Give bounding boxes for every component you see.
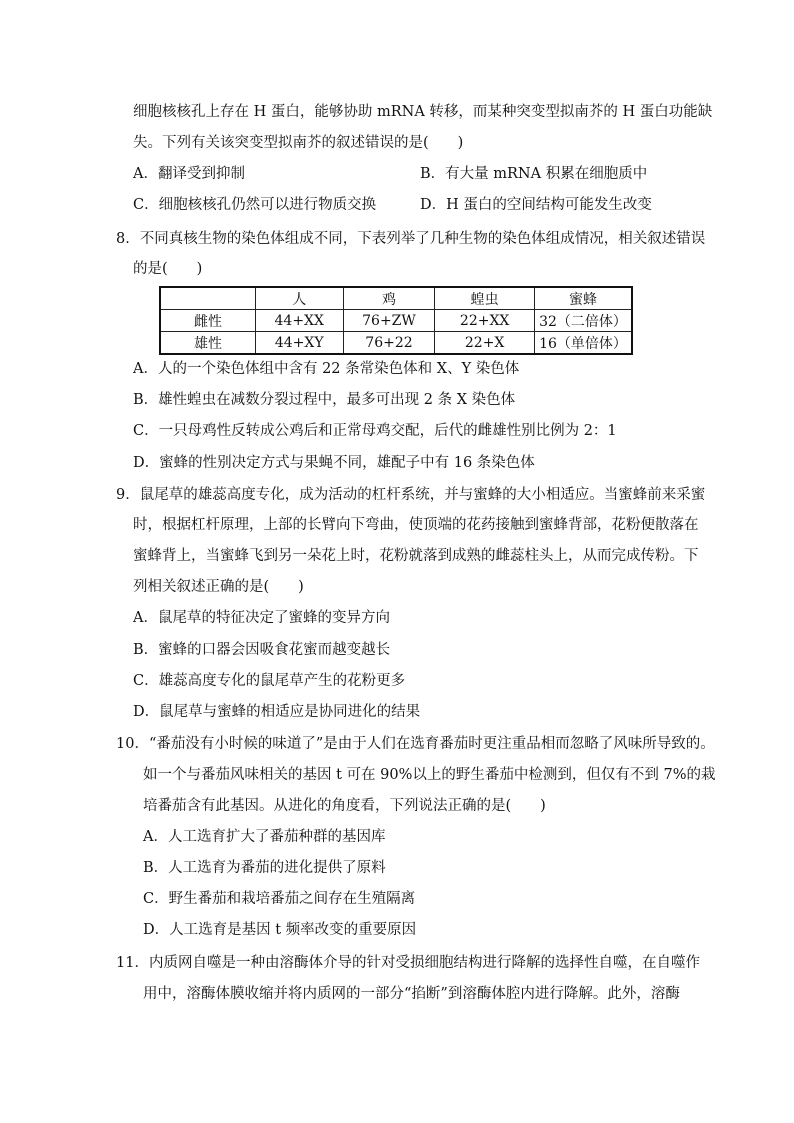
table-cell: 44+XX [255, 310, 343, 332]
q10-stem-line-3: 培番茄含有此基因。从进化的角度看，下列说法正确的是( ) [143, 798, 546, 814]
table-header-cell: 蝗虫 [435, 287, 535, 310]
q10-option-b: B．人工选育为番茄的进化提供了原料 [143, 860, 386, 876]
q8-option-a: A．人的一个染色体组中含有 22 条常染色体和 X、Y 染色体 [133, 361, 520, 377]
q10-stem-line-1: 10．“番茄没有小时候的味道了”是由于人们在选育番茄时更注重品相而忽略了风味所导致的。 [116, 736, 715, 752]
q10-option-c: C．野生番茄和栽培番茄之间存在生殖隔离 [143, 891, 416, 907]
table-cell: 雌性 [160, 310, 255, 332]
q8-option-b: B．雄性蝗虫在减数分裂过程中，最多可出现 2 条 X 染色体 [133, 392, 516, 408]
q9-stem-line-1: 9．鼠尾草的雄蕊高度专化，成为活动的杠杆系统，并与蜜蜂的大小相适应。当蜜蜂前来采蜜 [116, 487, 706, 503]
q11-stem-line-2: 用中，溶酶体膜收缩并将内质网的一部分“掐断”到溶酶体腔内进行降解。此外，溶酶 [143, 986, 680, 1002]
q8-stem-line-1: 8．不同真核生物的染色体组成不同，下表列举了几种生物的染色体组成情况，相关叙述错误 [116, 231, 706, 247]
table-header-cell: 鸡 [343, 287, 435, 310]
table-header-cell: 蜜蜂 [534, 287, 632, 310]
table-header-cell [160, 287, 255, 310]
table-header-cell: 人 [255, 287, 343, 310]
q9-stem-line-3: 蜜蜂背上，当蜜蜂飞到另一朵花上时，花粉就落到成熟的雌蕊柱头上，从而完成传粉。下 [133, 548, 699, 564]
table-cell: 76+ZW [343, 310, 435, 332]
table-row [160, 310, 632, 332]
q10-option-d: D．人工选育是基因 t 频率改变的重要原因 [143, 922, 417, 938]
q9-stem-line-2: 时，根据杠杆原理，上部的长臂向下弯曲，使顶端的花药接触到蜜蜂背部，花粉便散落在 [133, 517, 699, 533]
table-cell: 雄性 [160, 332, 255, 355]
q8-stem-line-2: 的是( ) [133, 261, 203, 277]
table-cell: 22+X [435, 332, 535, 355]
q7-option-c: C．细胞核核孔仍然可以进行物质交换 [133, 197, 377, 213]
table-cell: 44+XY [255, 332, 343, 355]
q7-option-b: B．有大量 mRNA 积累在细胞质中 [420, 166, 648, 182]
q10-stem-line-2: 如一个与番茄风味相关的基因 t 可在 90%以上的野生番茄中检测到，但仅有不到 7%的栽 [143, 767, 716, 783]
q9-option-a: A．鼠尾草的特征决定了蜜蜂的变异方向 [133, 610, 390, 626]
q8-option-c: C．一只母鸡性反转成公鸡后和正常母鸡交配，后代的雌雄性别比例为 2：1 [133, 423, 617, 439]
table-cell: 32（二倍体） [534, 310, 632, 332]
q8-option-d: D．蜜蜂的性别决定方式与果蝇不同，雄配子中有 16 条染色体 [133, 455, 535, 471]
table-cell: 76+22 [343, 332, 435, 355]
chromosome-table [159, 286, 633, 355]
q7-stem-line-2: 失。下列有关该突变型拟南芥的叙述错误的是( ) [133, 135, 464, 151]
table-cell: 16（单倍体） [534, 332, 632, 355]
q10-option-a: A．人工选育扩大了番茄种群的基因库 [143, 829, 386, 845]
q7-option-d: D．H 蛋白的空间结构可能发生改变 [420, 197, 652, 213]
table-row [160, 332, 632, 355]
q7-stem-line-1: 细胞核核孔上存在 H 蛋白，能够协助 mRNA 转移，而某种突变型拟南芥的 H 蛋白功能缺 [133, 104, 713, 120]
q9-option-b: B．蜜蜂的口器会因吸食花蜜而越变越长 [133, 642, 391, 658]
table-header-row [160, 287, 632, 310]
q9-stem-line-4: 列相关叙述正确的是( ) [133, 579, 304, 595]
q9-option-c: C．雄蕊高度专化的鼠尾草产生的花粉更多 [133, 673, 406, 689]
q7-option-a: A．翻译受到抑制 [133, 166, 245, 182]
q9-option-d: D．鼠尾草与蜜蜂的相适应是协同进化的结果 [133, 704, 421, 720]
q11-stem-line-1: 11．内质网自噬是一种由溶酶体介导的针对受损细胞结构进行降解的选择性自噬，在自噬作 [116, 955, 700, 971]
table-cell: 22+XX [435, 310, 535, 332]
